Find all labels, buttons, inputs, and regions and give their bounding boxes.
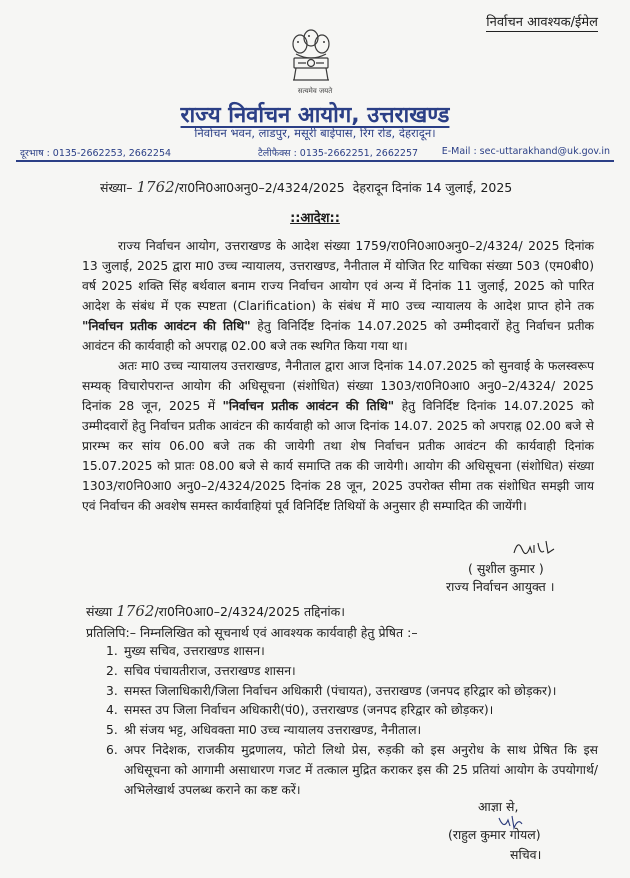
para1-text-b: हेतु विनिर्दिष्ट दिनांक 14.07.2025 को उम्मीदवारों हेतु निर्वाचन प्रतीक आवंटन की कार्यवाही को अपराह्न 02.00 बजे तक स्थगित किया गया था। (82, 319, 594, 353)
reference-place-date: देहरादून दिनांक 14 जुलाई, 2025 (352, 180, 513, 195)
fax-numbers: टैलीफैक्स : 0135-2662251, 2662257 (258, 148, 419, 159)
list-item: 4. समस्त उप जिला निर्वाचन अधिकारी(पं0), उत्तराखण्ड (जनपद हरिद्वार को छोड़कर)। (106, 703, 494, 718)
order-heading: ::आदेश:: (290, 211, 340, 226)
phone-numbers: दूरभाष : 0135-2662253, 2662254 (20, 148, 172, 159)
reference-prefix: संख्या– (100, 180, 133, 195)
copy-to-line: प्रतिलिपि:– निम्नलिखित को सूचनार्थ एवं आवश्यक कार्यवाही हेतु प्रेषित :– (86, 625, 418, 640)
organization-name: राज्य निर्वाचन आयोग, उत्तराखण्ड (180, 103, 450, 128)
para2-bold: "निर्वाचन प्रतीक आवंटन की तिथि" (222, 399, 395, 413)
signature-mark (510, 535, 558, 559)
endorsement-code: /रा0नि0आ0–2/4324/2025 तद्दिनांक। (154, 604, 345, 619)
reference-code: /रा0नि0आ0अनु0–2/4324/2025 (174, 180, 345, 195)
signatory-1-name: ( सुशील कुमार ) (468, 561, 544, 576)
reference-number: 1762 (136, 178, 175, 196)
closing-phrase: आज्ञा से, (478, 799, 519, 814)
signatory-2-designation: सचिव। (510, 847, 542, 862)
list-item: 3. समस्त जिलाधिकारी/जिला निर्वाचन अधिकारी (पंचायत), उत्तराखण्ड (जनपद हरिद्वार को छोड़कर)। (106, 683, 557, 698)
para1-text-a: राज्य निर्वाचन आयोग, उत्तराखण्ड के आदेश संख्या 1759/रा0नि0आ0अनु0–2/4324/ 2025 दिनांक 13 जुलाई, 2025 द्वारा मा0 उच्च न्यायालय, उत्तराखण्ड, नैनीताल में योजित रिट याचिका संख्या 503 (एम0बी0) वर्ष 2025 शक्ति सिंह बर्थवाल बनाम राज्य निर्वाचन आयोग एवं अन्य में दिनांक 11 जुलाई, 2025 को पारित आदेश के संबंध में एक स्पष्टता (Clarification) के संबंध में मा0 उच्च न्यायालय के आदेश प्राप्त होने तक (82, 239, 594, 313)
reference-line (100, 178, 512, 196)
organization-address: निर्वाचन भवन, लाडपुर, मसूरी बाईपास, रिंग रोड, देहरादून। (194, 126, 436, 140)
list-item: 1. मुख्य सचिव, उत्तराखण्ड शासन। (106, 644, 265, 658)
national-emblem-icon (288, 24, 334, 90)
order-paragraph-2 (82, 356, 594, 516)
emblem-motto: सत्यमेव जयते (297, 87, 333, 95)
list-item: 5. श्री संजय भट्ट, अधिवक्ता मा0 उच्च न्यायालय उत्तराखण्ड, नैनीताल। (106, 723, 422, 738)
endorsement-prefix: संख्या (86, 604, 113, 619)
para2-text-a: अतः मा0 उच्च न्यायालय उत्तराखण्ड, नैनीताल द्वारा आज दिनांक 14.07.2025 को सुनवाई के फलस्वरूप सम्यक् विचारोपरान्त आयोग की अधिसूचना (संशोधित) संख्या 1303/रा0नि0आ0 अनु0–2/4324/ 2025 दिनांक 28 जून, 2025 में (82, 359, 594, 413)
para1-bold: "निर्वाचन प्रतीक आवंटन की तिथि" (82, 319, 251, 333)
signatory-1-designation: राज्य निर्वाचन आयुक्त । (446, 579, 555, 594)
list-item: 6. अपर निदेशक, राजकीय मुद्रणालय, फोटो लिथो प्रेस, रुड़की को इस अनुरोध के साथ प्रेषित कि इस अधिसूचना को आगामी असाधारण गजट में तत्काल मुद्रित कराकर इस की 25 प्रतियां आयोग के उपयोगार्थ/अभिलेखार्थ उपलब्ध कराने का कष्ट करें। (106, 742, 598, 797)
endorsement-reference (86, 602, 345, 620)
para2-text-b: हेतु विनिर्दिष्ट दिनांक 14.07.2025 को उम्मीदवारों हेतु निर्वाचन प्रतीक आवंटन की कार्यवाही को आज दिनांक 14.07. 2025 को अपराह्न 02.00 बजे से प्रारम्भ कर सांय 06.00 बजे तक की जायेगी तथा शेष निर्वाचन प्रतीक आवंटन की कार्यवाही दिनांक 15.07.2025 को प्रातः 08.00 बजे से कार्य समाप्ति तक की जायेगी। आयोग की अधिसूचना (संशोधित) संख्या 1303/रा0नि0आ0 अनु0–2/4324/2025 दिनांक 28 जून, 2025 उपरोक्त सीमा तक संशोधित समझी जाय एवं निर्वाचन की अवशेष समस्त कार्यवाहियां पूर्व विनिर्दिष्ट तिथियों के अनुसार ही सम्पादित की जायेंगी। (82, 399, 594, 513)
endorsement-number: 1762 (116, 602, 155, 620)
signatory-2-name: (राहुल कुमार गोयल) (448, 827, 541, 842)
order-paragraph-1 (82, 236, 594, 356)
urgent-label: निर्वाचन आवश्यक/ईमेल (486, 12, 598, 32)
list-item: 2. सचिव पंचायतीराज, उत्तराखण्ड शासन। (106, 663, 296, 678)
header-divider (16, 160, 614, 162)
email-address: E-Mail : sec-uttarakhand@uk.gov.in (441, 146, 610, 157)
distribution-list (106, 642, 598, 800)
